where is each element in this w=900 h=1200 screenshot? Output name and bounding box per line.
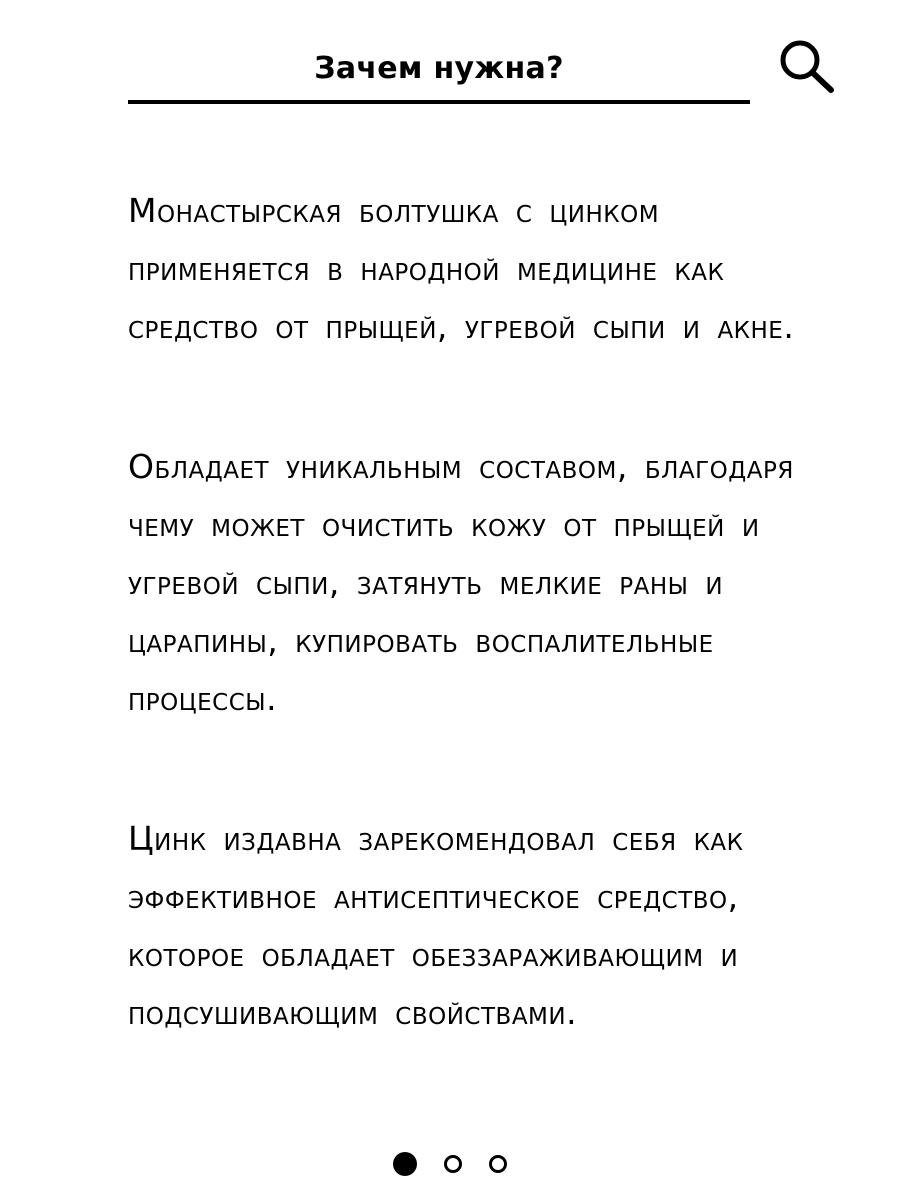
paragraph-1: Монастырская болтушка с цинком применяется в народной медицине как средство от прыщей, угревой сыпи и акне. [128, 191, 795, 346]
page-dot-3[interactable] [489, 1155, 507, 1173]
page-dot-2[interactable] [444, 1155, 462, 1173]
paragraph-2: Обладает уникальным составом, благодаря чему может очистить кожу от прыщей и угревой сыпи, затянуть мелкие раны и царапины, купировать воспалительные процессы. [128, 447, 794, 718]
title-underline [128, 100, 750, 104]
page-dot-1[interactable] [393, 1152, 417, 1176]
article-body [128, 182, 808, 1124]
paragraph-3: Цинк издавна зарекомендовал себя как эффективное антисептическое средство, которое обладает обеззараживающим и подсушивающим свойствами. [128, 819, 744, 1032]
page-title: Зачем нужна? [314, 51, 564, 86]
pagination-dots [0, 1152, 900, 1176]
search-icon[interactable] [776, 36, 836, 96]
